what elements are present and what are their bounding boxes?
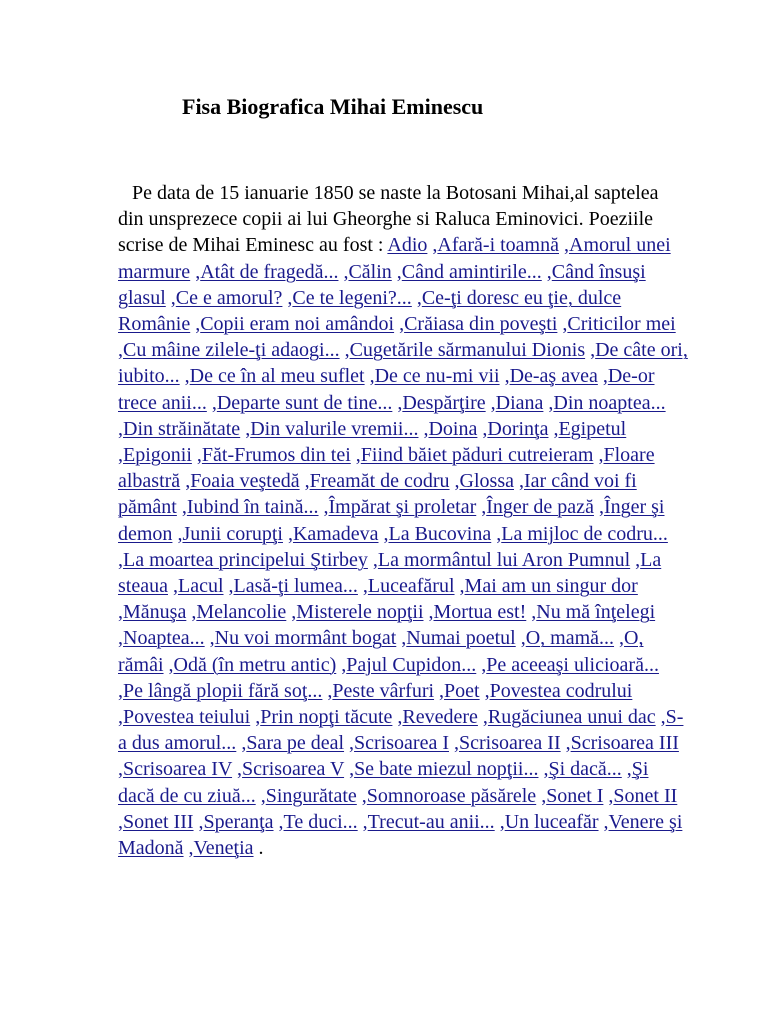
poem-link[interactable]: De-or trece anii... bbox=[118, 365, 655, 414]
poem-link[interactable]: Călin bbox=[348, 260, 392, 283]
poem-link[interactable]: Floare albastră bbox=[118, 444, 655, 493]
poem-separator: , bbox=[485, 391, 496, 414]
poem-separator: , bbox=[206, 391, 217, 414]
poem-link[interactable]: Criticilor mei bbox=[567, 313, 676, 336]
poem-separator: , bbox=[273, 810, 284, 833]
poem-separator: , bbox=[344, 732, 355, 755]
poem-link[interactable]: Scrisoarea V bbox=[242, 758, 345, 781]
poem-separator: , bbox=[357, 810, 368, 833]
poem-link[interactable]: Pajul Cupidon... bbox=[346, 653, 477, 676]
poem-separator: , bbox=[339, 339, 350, 362]
poem-link[interactable]: De-aş avea bbox=[509, 365, 598, 388]
poem-separator: , bbox=[118, 339, 123, 362]
poem-link[interactable]: Înger şi demon bbox=[118, 496, 665, 545]
poem-separator: , bbox=[190, 260, 201, 283]
poem-link[interactable]: Povestea teiului bbox=[123, 706, 251, 729]
poem-link[interactable]: Mortua est! bbox=[433, 601, 527, 624]
poem-separator: , bbox=[282, 522, 293, 545]
poem-separator: , bbox=[411, 286, 422, 309]
poem-link[interactable]: S-a dus amorul... bbox=[118, 706, 684, 755]
poem-separator: , bbox=[514, 470, 524, 493]
poem-link[interactable]: Un luceafăr bbox=[504, 810, 599, 833]
poem-separator: , bbox=[356, 784, 367, 807]
poem-link[interactable]: Scrisoarea III bbox=[570, 732, 679, 755]
poem-link[interactable]: Misterele nopţii bbox=[296, 601, 424, 624]
poem-separator: , bbox=[176, 496, 187, 519]
poem-link[interactable]: Despărţire bbox=[402, 391, 486, 414]
poem-link[interactable]: O, rămâi bbox=[118, 627, 644, 676]
poem-link[interactable]: Afară-i toamnă bbox=[437, 234, 559, 257]
poem-link[interactable]: Mai am un singur dor bbox=[464, 575, 638, 598]
poem-separator: , bbox=[499, 365, 510, 388]
poem-link[interactable]: Iubind în taină... bbox=[186, 496, 319, 519]
poem-separator: , bbox=[454, 575, 465, 598]
poem-link[interactable]: Sonet I bbox=[546, 784, 604, 807]
poem-separator: , bbox=[364, 365, 375, 388]
poem-link[interactable]: Te duci... bbox=[283, 810, 358, 833]
poem-separator: , bbox=[240, 417, 251, 440]
poem-link[interactable]: Copii eram noi amândoi bbox=[200, 313, 395, 336]
poem-link[interactable]: La Bucovina bbox=[388, 522, 492, 545]
poem-link[interactable]: Noaptea... bbox=[123, 627, 205, 650]
poem-separator: , bbox=[118, 810, 123, 833]
poem-separator: , bbox=[118, 601, 123, 624]
poem-link[interactable]: Mănuşa bbox=[123, 601, 187, 624]
poem-separator: , bbox=[223, 575, 234, 598]
poem-link[interactable]: Veneţia bbox=[193, 837, 254, 860]
poem-link[interactable]: Scrisoarea II bbox=[459, 732, 561, 755]
poem-separator: , bbox=[338, 260, 349, 283]
poem-separator: , bbox=[118, 627, 123, 650]
poem-link[interactable]: La steaua bbox=[118, 548, 662, 598]
poem-link[interactable]: Dorinţa bbox=[487, 417, 549, 440]
poem-separator: , bbox=[378, 522, 389, 545]
poem-link[interactable]: Egipetul bbox=[558, 417, 627, 440]
poem-link[interactable]: Sonet II bbox=[613, 784, 678, 807]
poem-separator: , bbox=[494, 810, 505, 833]
poem-link[interactable]: Peste vârfuri bbox=[332, 679, 435, 702]
poem-separator: , bbox=[434, 679, 445, 702]
poem-link[interactable]: Se bate miezul nopţii... bbox=[354, 758, 539, 781]
poem-link[interactable]: Prin nopţi tăcute bbox=[260, 706, 393, 729]
poem-link[interactable]: Cugetările sărmanului Dionis bbox=[349, 339, 586, 362]
poem-link[interactable]: Sara pe deal bbox=[246, 732, 345, 755]
poem-separator: , bbox=[548, 417, 559, 440]
poem-link[interactable]: Atât de fragedă... bbox=[200, 260, 339, 283]
poem-link[interactable]: La moartea principelui Ştirbey bbox=[123, 548, 368, 571]
poem-link[interactable]: Scrisoarea I bbox=[354, 732, 449, 755]
poem-separator: , bbox=[479, 679, 490, 702]
poem-separator: , bbox=[167, 575, 178, 598]
poem-separator: , bbox=[172, 522, 183, 545]
poem-link[interactable]: Epigonii bbox=[123, 444, 192, 467]
poem-link[interactable]: Ce e amorul? bbox=[175, 286, 283, 309]
paragraph-end: . bbox=[253, 837, 264, 860]
poem-separator: , bbox=[538, 758, 549, 781]
poem-link[interactable]: Diana bbox=[495, 391, 544, 414]
poem-separator: , bbox=[423, 601, 434, 624]
poem-separator: , bbox=[598, 810, 609, 833]
poem-separator: , bbox=[630, 548, 641, 571]
poem-separator: , bbox=[193, 810, 204, 833]
poem-separator: , bbox=[344, 758, 355, 781]
poem-separator: , bbox=[367, 548, 378, 571]
poem-link[interactable]: Ce te legeni?... bbox=[292, 286, 412, 309]
poem-separator: , bbox=[165, 286, 176, 309]
biography-paragraph bbox=[118, 180, 688, 861]
poem-link[interactable]: Pe lângă plopii fără soţ... bbox=[123, 679, 323, 702]
poem-separator: , bbox=[396, 627, 407, 650]
poem-link[interactable]: Iar când voi fi pământ bbox=[118, 470, 637, 519]
poem-separator: , bbox=[191, 444, 202, 467]
poem-separator: , bbox=[655, 706, 666, 729]
poem-separator: , bbox=[593, 496, 604, 519]
poem-separator: , bbox=[585, 339, 596, 362]
poem-separator: , bbox=[179, 365, 190, 388]
poem-separator: , bbox=[180, 470, 191, 493]
poem-separator: , bbox=[477, 417, 488, 440]
poem-separator: , bbox=[318, 496, 329, 519]
poem-link[interactable]: Foaia veştedă bbox=[190, 470, 300, 493]
poem-separator: , bbox=[536, 784, 547, 807]
poem-link[interactable]: Kamadeva bbox=[292, 522, 379, 545]
poem-separator: , bbox=[557, 313, 568, 336]
poem-separator: , bbox=[392, 391, 403, 414]
poem-link[interactable]: Amorul unei marmure bbox=[118, 234, 671, 283]
poem-separator: , bbox=[621, 758, 632, 781]
poem-link[interactable]: Numai poetul bbox=[406, 627, 516, 650]
poem-separator: , bbox=[190, 313, 201, 336]
poem-link[interactable]: Odă (în metru antic) bbox=[173, 653, 337, 676]
poem-separator: , bbox=[543, 391, 554, 414]
poem-link[interactable]: Junii corupţi bbox=[182, 522, 283, 545]
poem-separator: , bbox=[515, 627, 526, 650]
poem-separator: , bbox=[427, 234, 438, 257]
poem-link[interactable]: Când însuşi glasul bbox=[118, 260, 646, 309]
poem-separator: , bbox=[118, 706, 123, 729]
poem-link[interactable]: Povestea codrului bbox=[489, 679, 633, 702]
poem-link[interactable]: Glossa bbox=[459, 470, 514, 493]
poem-link[interactable]: Cu mâine zilele-ţi adaogi... bbox=[123, 339, 340, 362]
poem-link[interactable]: Sonet III bbox=[123, 810, 194, 833]
poem-link[interactable]: De ce nu-mi vii bbox=[374, 365, 500, 388]
poem-separator: , bbox=[118, 758, 123, 781]
poem-link[interactable]: Poet bbox=[444, 679, 480, 702]
poem-separator: , bbox=[322, 679, 333, 702]
poem-separator: , bbox=[255, 784, 266, 807]
poem-separator: , bbox=[477, 706, 488, 729]
poem-link[interactable]: La mormântul lui Aron Pumnul bbox=[377, 548, 631, 571]
poem-link-list bbox=[118, 234, 688, 859]
poem-link[interactable]: Singurătate bbox=[265, 784, 357, 807]
poem-link[interactable]: Făt-Frumos din tei bbox=[201, 444, 351, 467]
poem-separator: , bbox=[394, 313, 405, 336]
poem-separator: , bbox=[491, 522, 502, 545]
page-title: Fisa Biografica Mihai Eminescu bbox=[182, 94, 484, 119]
poem-link[interactable]: Şi dacă... bbox=[548, 758, 622, 781]
poem-separator: , bbox=[236, 732, 247, 755]
poem-link[interactable]: Scrisoarea IV bbox=[123, 758, 233, 781]
poem-separator: , bbox=[603, 784, 614, 807]
poem-link[interactable]: Luceafărul bbox=[367, 575, 455, 598]
poem-separator: , bbox=[286, 601, 297, 624]
poem-link[interactable]: Înger de pază bbox=[486, 496, 594, 519]
poem-link[interactable]: Nu voi mormânt bogat bbox=[214, 627, 397, 650]
poem-link[interactable]: Lacul bbox=[177, 575, 224, 598]
poem-link[interactable]: Ce-ţi doresc eu ţie, dulce Românie bbox=[118, 286, 622, 336]
poem-separator: , bbox=[476, 653, 487, 676]
poem-link[interactable]: De câte ori, iubito... bbox=[118, 339, 688, 388]
poem-link[interactable]: Pe aceeaşi ulicioară... bbox=[486, 653, 659, 676]
poem-separator: , bbox=[559, 234, 569, 257]
poem-link[interactable]: Nu mă înţelegi bbox=[536, 601, 656, 624]
poem-link[interactable]: Freamăt de codru bbox=[309, 470, 450, 493]
poem-separator: , bbox=[163, 653, 174, 676]
poem-link[interactable]: Crăiasa din poveşti bbox=[404, 313, 558, 336]
poem-link[interactable]: Din noaptea... bbox=[553, 391, 666, 414]
poem-separator: , bbox=[449, 470, 460, 493]
poem-separator: , bbox=[118, 548, 123, 571]
poem-separator: , bbox=[336, 653, 347, 676]
poem-link[interactable]: Lasă-ţi lumea... bbox=[233, 575, 358, 598]
poem-separator: , bbox=[391, 260, 402, 283]
poem-separator: , bbox=[350, 444, 361, 467]
poem-separator: , bbox=[250, 706, 261, 729]
poem-separator: , bbox=[476, 496, 487, 519]
poem-separator: , bbox=[541, 260, 552, 283]
poem-separator: , bbox=[186, 601, 197, 624]
poem-link[interactable]: Departe sunt de tine... bbox=[216, 391, 393, 414]
poem-separator: , bbox=[614, 627, 625, 650]
poem-separator: , bbox=[118, 417, 123, 440]
intro-text: Pe data de 15 ianuarie 1850 se naste la Botosani Mihai,al saptelea din unsprezece copii ai lui Gheorghe si Raluca Eminovici. Poeziile scrise de Mihai Eminesc au fost : bbox=[118, 182, 659, 257]
poem-link[interactable]: Melancolie bbox=[196, 601, 287, 624]
poem-separator: , bbox=[232, 758, 243, 781]
poem-link[interactable]: Somnoroase păsărele bbox=[366, 784, 537, 807]
poem-link[interactable]: Speranţa bbox=[203, 810, 274, 833]
poem-separator: , bbox=[118, 679, 123, 702]
poem-separator: , bbox=[418, 417, 429, 440]
poem-link[interactable]: De ce în al meu suflet bbox=[189, 365, 365, 388]
poem-link[interactable]: O, mamă... bbox=[525, 627, 615, 650]
poem-separator: , bbox=[118, 444, 123, 467]
poem-separator: , bbox=[204, 627, 215, 650]
poem-link[interactable]: Împărat şi proletar bbox=[328, 496, 477, 519]
poem-link[interactable]: Din valurile vremii... bbox=[250, 417, 419, 440]
poem-separator: , bbox=[593, 444, 604, 467]
poem-link[interactable]: Fiind băiet păduri cutreieram bbox=[360, 444, 594, 467]
poem-link[interactable]: Doina bbox=[428, 417, 478, 440]
poem-link[interactable]: Adio bbox=[387, 234, 428, 257]
poem-separator: , bbox=[282, 286, 293, 309]
poem-separator: , bbox=[357, 575, 368, 598]
poem-separator: , bbox=[526, 601, 537, 624]
poem-separator: , bbox=[183, 837, 194, 860]
poem-link[interactable]: Trecut-au anii... bbox=[367, 810, 495, 833]
poem-link[interactable]: Revedere bbox=[402, 706, 478, 729]
poem-link[interactable]: Venere şi Madonă bbox=[118, 810, 683, 860]
poem-separator: , bbox=[392, 706, 403, 729]
poem-link[interactable]: Când amintirile... bbox=[401, 260, 542, 283]
poem-link[interactable]: La mijloc de codru... bbox=[501, 522, 668, 545]
poem-separator: , bbox=[560, 732, 571, 755]
poem-link[interactable]: Şi dacă de cu ziuă... bbox=[118, 758, 649, 807]
poem-separator: , bbox=[299, 470, 310, 493]
poem-separator: , bbox=[597, 365, 608, 388]
poem-link[interactable]: Din străinătate bbox=[123, 417, 241, 440]
poem-separator: , bbox=[449, 732, 459, 755]
poem-link[interactable]: Rugăciunea unui dac bbox=[487, 706, 656, 729]
